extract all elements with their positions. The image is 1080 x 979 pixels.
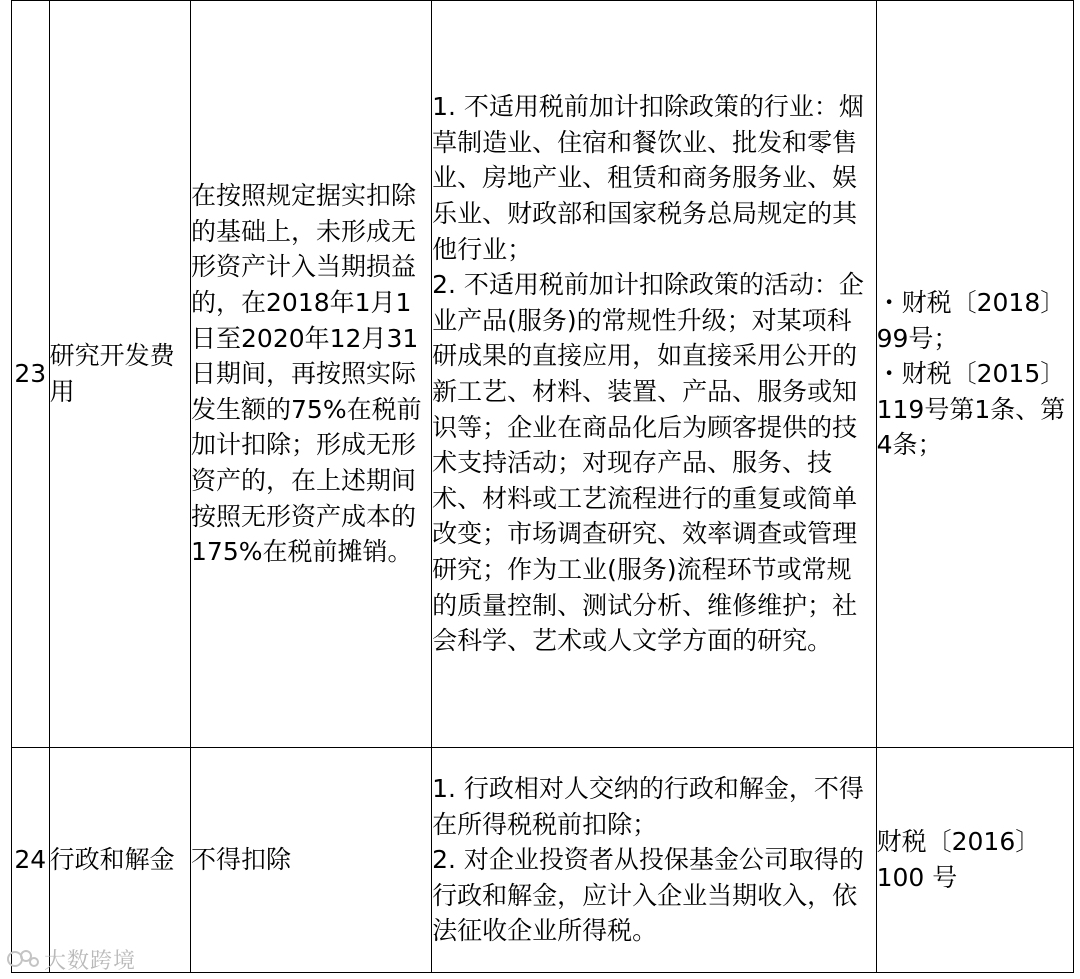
table-row: [12, 748, 1074, 973]
deduction-rule: 在按照规定据实扣除的基础上，未形成无形资产计入当期损益的，在2018年1月1日至2020年12月31日期间，再按照实际发生额的75%在税前加计扣除；形成无形资产的，在上述期间按照无形资产成本的175%在税前摊销。: [191, 1, 432, 748]
note-paragraph: 2. 对企业投资者从投保基金公司取得的行政和解金，应计入企业当期收入，依法征收企业所得税。: [432, 845, 864, 946]
policy-table: [11, 0, 1074, 973]
note-paragraph: 2. 不适用税前加计扣除政策的活动：企业产品(服务)的常规性升级；对某项科研成果的直接应用，如直接采用公开的新工艺、材料、装置、产品、服务或知识等；企业在商品化后为顾客提供的技术支持活动；对现存产品、服务、技术、材料或工艺流程进行的重复或简单改变；市场调查研究、效率调查或管理研究；作为工业(服务)流程环节或常规的质量控制、测试分析、维修维护；社会科学、艺术或人文学方面的研究。: [432, 270, 864, 656]
policy-basis-item: ・财税〔2015〕119号第1条、第4条；: [876, 359, 1066, 460]
notes-cell: [432, 748, 877, 973]
policy-basis-item: 财税〔2016〕100 号: [876, 827, 1041, 892]
row-number: 24: [12, 748, 50, 973]
expense-item: 研究开发费用: [49, 1, 190, 748]
policy-basis-cell: [876, 1, 1073, 748]
policy-basis-item: ・财税〔2018〕99号；: [876, 288, 1066, 353]
row-number: 23: [12, 1, 50, 748]
table-row: [12, 1, 1074, 748]
deduction-rule: 不得扣除: [191, 748, 432, 973]
policy-basis-cell: [876, 748, 1073, 973]
notes-cell: [432, 1, 877, 748]
note-paragraph: 1. 行政相对人交纳的行政和解金，不得在所得税税前扣除；: [432, 774, 864, 839]
watermark-text: 大数跨境: [44, 948, 137, 974]
note-paragraph: 1. 不适用税前加计扣除政策的行业：烟草制造业、住宿和餐饮业、批发和零售业、房地产业、租赁和商务服务业、娱乐业、财政部和国家税务总局规定的其他行业；: [432, 92, 864, 264]
expense-item: 行政和解金: [49, 748, 190, 973]
